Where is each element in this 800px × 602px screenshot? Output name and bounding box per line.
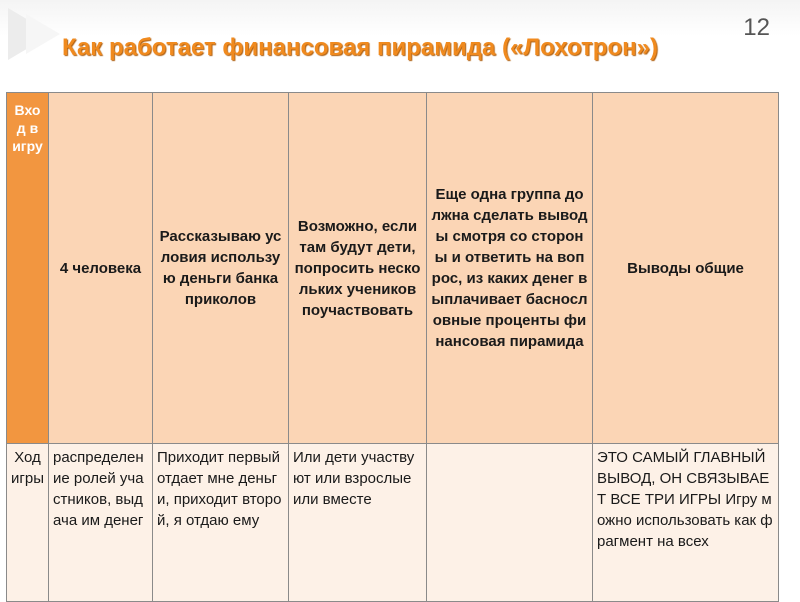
decorative-arrow-shape-inner [26, 14, 60, 54]
header-cell-conclusions: Выводы общие [593, 93, 779, 444]
slide-number: 12 [743, 14, 770, 41]
table-header-row [7, 93, 779, 444]
row-cell-process: Приходит первый отдает мне деньги, приходит второй, я отдаю ему [153, 444, 289, 602]
header-cell-people: 4 человека [49, 93, 153, 444]
row-cell-empty [427, 444, 593, 602]
row-cell-roles: распределение ролей участников, выдача им денег [49, 444, 153, 602]
row-cell-game-course: Ход игры [7, 444, 49, 602]
top-decoration-band [0, 0, 800, 36]
row-cell-who: Или дети участвуют или взрослые или вместе [289, 444, 427, 602]
header-cell-observers: Еще одна группа должна сделать выводы смотря со стороны и ответить на вопрос, из каких денег выплачивает баснословные проценты финансовая пирамида [427, 93, 593, 444]
header-cell-entry: Вход в игру [7, 93, 49, 444]
slide-title: Как работает финансовая пирамида («Лохотрон») [62, 34, 658, 61]
header-cell-conditions: Рассказываю условия использую деньги банка приколов [153, 93, 289, 444]
header-cell-participants: Возможно, если там будут дети, попросить нескольких учеников поучаствовать [289, 93, 427, 444]
game-table [6, 92, 779, 602]
row-cell-main-conclusion: ЭТО САМЫЙ ГЛАВНЫЙ ВЫВОД, ОН СВЯЗЫВАЕТ ВСЕ ТРИ ИГРЫ Игру можно использовать как фрагмент на всех [593, 444, 779, 602]
table-row [7, 444, 779, 602]
